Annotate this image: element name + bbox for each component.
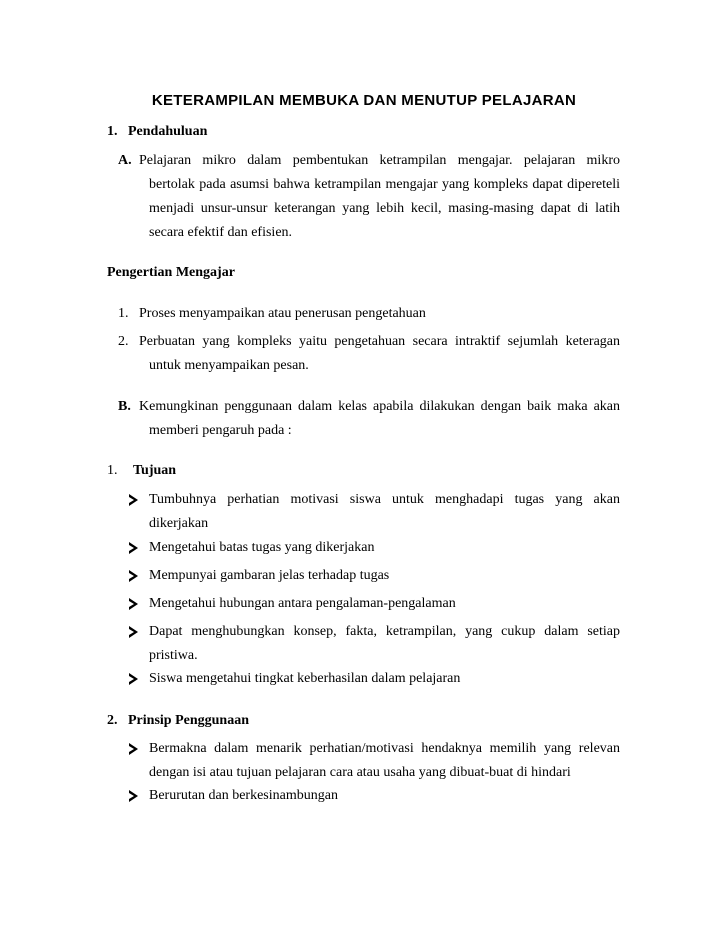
section-a-line-4: secara efektif dan efisien. <box>149 225 293 240</box>
tujuan-number: 1. <box>107 463 118 478</box>
arrow-bullet-icon <box>129 790 138 802</box>
pengertian-item-2-line-1: Perbuatan yang kompleks yaitu pengetahuan secara intraktif sejumlah keteragan <box>139 334 620 349</box>
tujuan-bullet-4: Mengetahui hubungan antara pengalaman-pengalaman <box>149 596 456 611</box>
arrow-bullet-icon <box>129 626 138 638</box>
section-b-line-2: memberi pengaruh pada : <box>149 423 292 438</box>
section-b-label: B. <box>118 399 131 414</box>
tujuan-bullet-1-line-1: Tumbuhnya perhatian motivasi siswa untuk menghadapi tugas yang akan <box>149 492 620 507</box>
section-a-line-1: Pelajaran mikro dalam pembentukan ketrampilan mengajar. pelajaran mikro <box>139 153 620 168</box>
tujuan-heading: Tujuan <box>133 463 177 478</box>
section-1-heading: Pendahuluan <box>128 124 208 139</box>
tujuan-bullet-2: Mengetahui batas tugas yang dikerjakan <box>149 540 375 555</box>
section-a-label: A. <box>118 153 132 168</box>
pengertian-item-1-number: 1. <box>118 306 129 321</box>
section-a-line-2: bertolak pada asumsi bahwa ketrampilan mengajar yang kompleks dapat dipereteli <box>149 177 620 192</box>
prinsip-bullet-2: Berurutan dan berkesinambungan <box>149 788 338 803</box>
tujuan-bullet-5-line-1: Dapat menghubungkan konsep, fakta, ketrampilan, yang cukup dalam setiap <box>149 624 620 639</box>
prinsip-bullet-1-line-2: dengan isi atau tujuan pelajaran cara atau usaha yang dibuat-buat di hindari <box>149 765 571 780</box>
arrow-bullet-icon <box>129 542 138 554</box>
tujuan-bullet-6: Siswa mengetahui tingkat keberhasilan dalam pelajaran <box>149 671 461 686</box>
pengertian-item-2-line-2: untuk menyampaikan pesan. <box>149 358 309 373</box>
tujuan-bullet-1-line-2: dikerjakan <box>149 516 209 531</box>
prinsip-bullet-1-line-1: Bermakna dalam menarik perhatian/motivasi hendaknya memilih yang relevan <box>149 741 620 756</box>
section-b-line-1: Kemungkinan penggunaan dalam kelas apabila dilakukan dengan baik maka akan <box>139 399 620 414</box>
arrow-bullet-icon <box>129 598 138 610</box>
tujuan-bullet-3: Mempunyai gambaran jelas terhadap tugas <box>149 568 390 583</box>
arrow-bullet-icon <box>129 570 138 582</box>
tujuan-bullet-5-line-2: pristiwa. <box>149 648 198 663</box>
pengertian-item-2-number: 2. <box>118 334 129 349</box>
section-1-number: 1. <box>107 124 118 139</box>
document-title: KETERAMPILAN MEMBUKA DAN MENUTUP PELAJARAN <box>151 92 577 109</box>
prinsip-number: 2. <box>107 713 118 728</box>
section-a-line-3: menjadi unsur-unsur keterangan yang lebih kecil, masing-masing dapat di latih <box>149 201 620 216</box>
pengertian-heading: Pengertian Mengajar <box>107 265 235 280</box>
arrow-bullet-icon <box>129 673 138 685</box>
prinsip-heading: Prinsip Penggunaan <box>128 713 249 728</box>
pengertian-item-1-text: Proses menyampaikan atau penerusan pengetahuan <box>139 306 426 321</box>
arrow-bullet-icon <box>129 494 138 506</box>
arrow-bullet-icon <box>129 743 138 755</box>
